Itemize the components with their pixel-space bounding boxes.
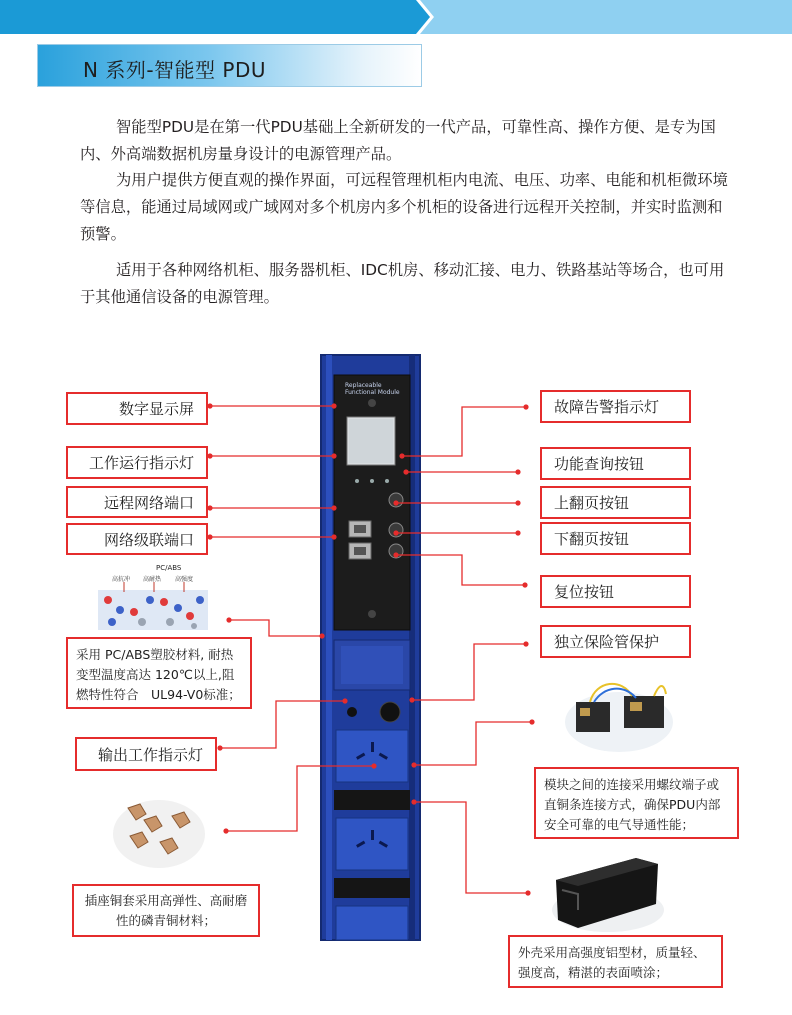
label-run-indicator: 工作运行指示灯 xyxy=(66,446,208,479)
material-diagram xyxy=(94,560,212,634)
note-pc-abs: 采用 PC/ABS塑胶材料, 耐热变型温度高达 120℃以上,阻燃特性符合 UL94-V0标准； xyxy=(66,637,252,709)
fuse-holder xyxy=(380,702,400,722)
label-remote-port: 远程网络端口 xyxy=(66,486,208,518)
label-fuse-protection: 独立保险管保护 xyxy=(540,625,691,658)
label-page-up: 上翻页按钮 xyxy=(540,486,691,519)
label-page-down: 下翻页按钮 xyxy=(540,522,691,555)
aluminium-profile-photo xyxy=(548,850,664,934)
terminal-strip-1 xyxy=(334,790,410,810)
material-diagram-heading: PC/ABS xyxy=(156,564,182,572)
paragraph-2-text: 为用户提供方便直观的操作界面，可远程管理机柜内电流、电压、功率、电能和机柜微环境等信息，能通过局域网或广域网对多个机房内多个机柜的设备进行远程开关控制，并实时监测和预警。 xyxy=(80,171,728,243)
page-title: N 系列-智能型 PDU xyxy=(83,58,266,82)
note-copper-sleeve: 插座铜套采用高弹性、高耐磨性的磷青铜材料； xyxy=(72,884,260,937)
label-reset: 复位按钮 xyxy=(540,575,691,608)
material-diagram-label-1: 高抗冲 xyxy=(112,576,131,583)
module-label: Replaceable Functional Module xyxy=(345,382,400,396)
paragraph-3-text: 适用于各种网络机柜、服务器机柜、IDC机房、移动汇接、电力、铁路基站等场合，也可用于其他通信设备的电源管理。 xyxy=(80,261,725,306)
outlet-3 xyxy=(336,906,408,940)
material-diagram-label-3: 高强度 xyxy=(175,576,194,583)
label-digital-display: 数字显示屏 xyxy=(66,392,208,425)
label-function-button: 功能查询按钮 xyxy=(540,447,691,480)
terminal-strip-2 xyxy=(334,878,410,898)
note-aluminium-shell: 外壳采用高强度铝型材，质量轻、强度高，精湛的表面喷涂； xyxy=(508,935,723,988)
copper-sleeve-photo xyxy=(110,790,208,870)
material-diagram-label-2: 高耐热 xyxy=(143,576,162,583)
label-cascade-port: 网络级联端口 xyxy=(66,523,208,555)
outlet-2 xyxy=(336,818,408,870)
outlet-1 xyxy=(336,730,408,782)
label-fault-alarm: 故障告警指示灯 xyxy=(540,390,691,423)
paragraph-1-text: 智能型PDU是在第一代PDU基础上全新研发的一代产品，可靠性高、操作方便、是专为国内、外高端数据机房量身设计的电源管理产品。 xyxy=(80,118,716,163)
label-output-indicator: 输出工作指示灯 xyxy=(75,737,217,771)
note-terminal-connection: 模块之间的连接采用螺纹端子或直铜条连接方式，确保PDU内部安全可靠的电气导通性能； xyxy=(534,767,739,839)
terminal-photo xyxy=(564,672,674,754)
